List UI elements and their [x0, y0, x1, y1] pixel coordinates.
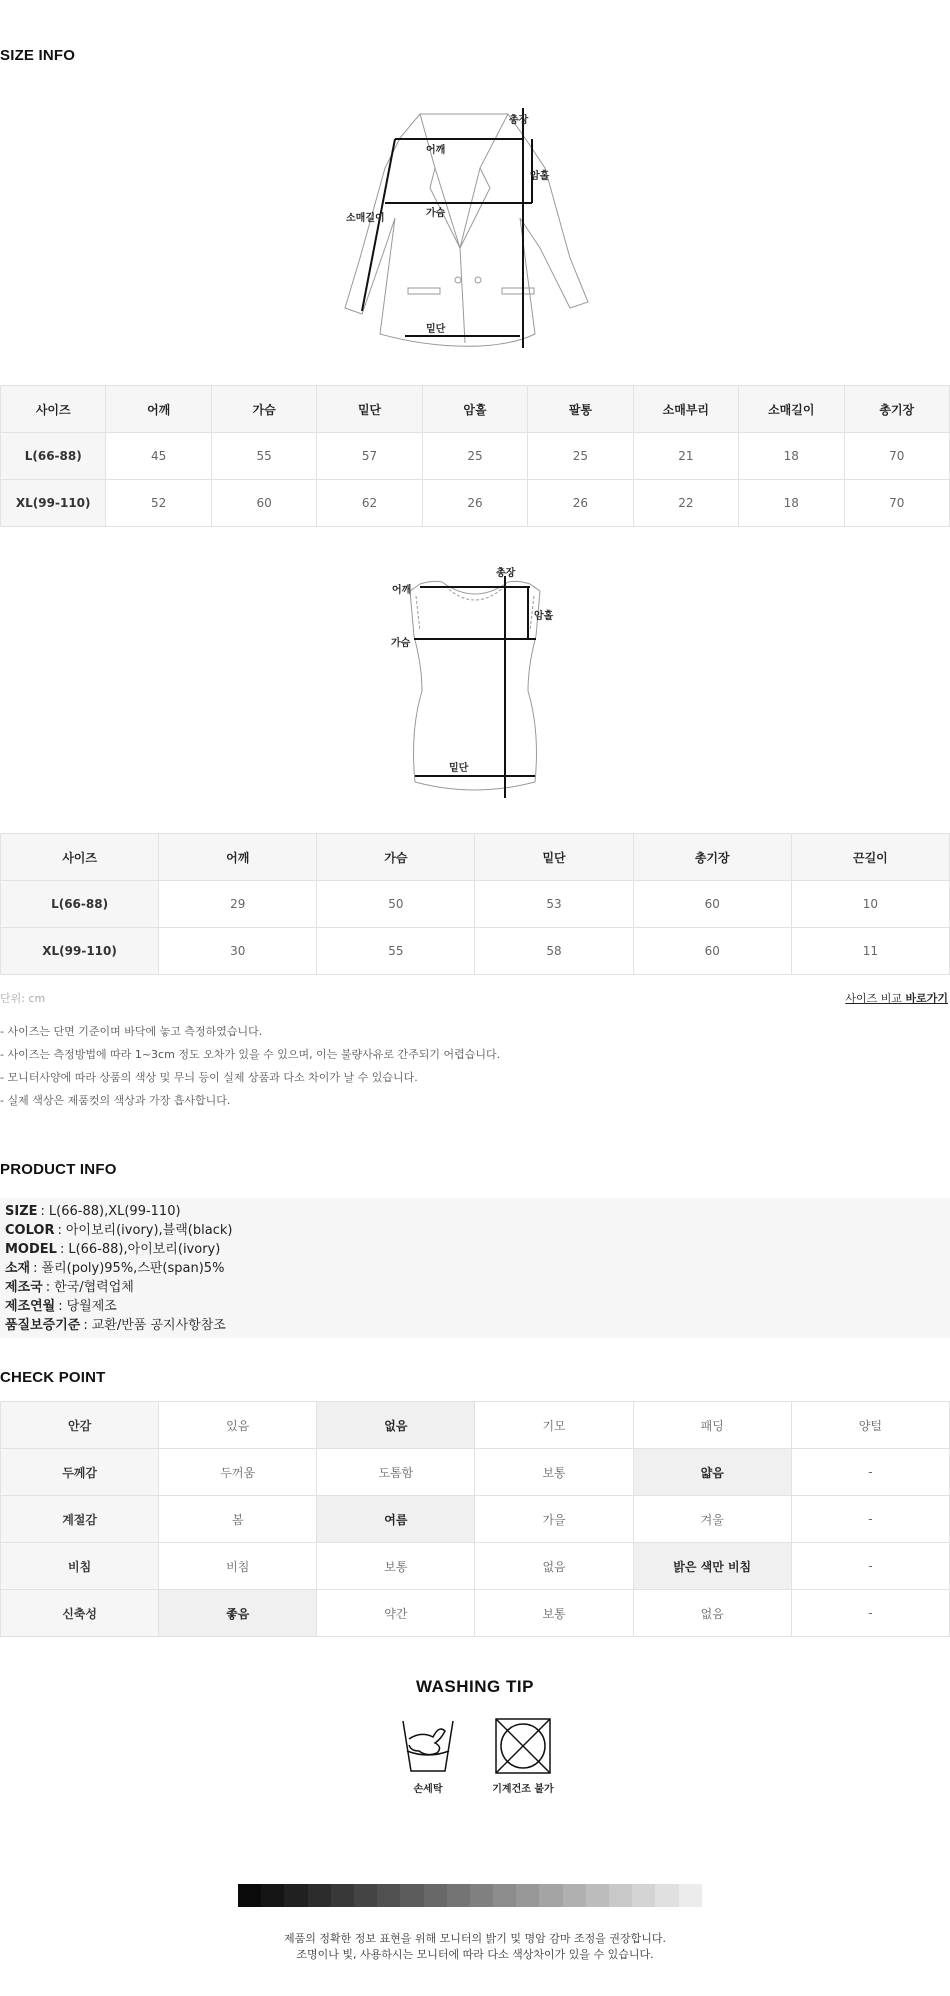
table-header-cell: 끈길이 [791, 834, 949, 881]
check-option: 도톰함 [317, 1449, 475, 1496]
table-row [1, 433, 950, 480]
table-cell: 58 [475, 928, 633, 975]
table-cell: 60 [211, 480, 316, 527]
note-item: - 사이즈는 측정방법에 따라 1~3cm 정도 오차가 있을 수 있으며, 이는 불량사유로 간주되기 어렵습니다. [0, 1048, 501, 1061]
check-option: 봄 [159, 1496, 317, 1543]
gray-swatch [655, 1884, 678, 1907]
table-header-cell: 총기장 [633, 834, 791, 881]
jacket-label-armhole: 암홀 [530, 171, 550, 182]
table-cell: L(66-88) [1, 433, 106, 480]
check-option: 겨울 [633, 1496, 791, 1543]
table-header-cell: 가슴 [317, 834, 475, 881]
table-row [1, 881, 950, 928]
table-header-cell: 어깨 [106, 386, 211, 433]
dress-size-table [0, 833, 950, 975]
table-cell: 18 [739, 433, 844, 480]
gray-swatch [563, 1884, 586, 1907]
table-row [1, 480, 950, 527]
product-info-row: MODEL : L(66-88),아이보리(ivory) [5, 1242, 221, 1257]
check-option: 보통 [475, 1590, 633, 1637]
check-option: 약간 [317, 1590, 475, 1637]
check-option: 여름 [317, 1496, 475, 1543]
gray-swatch [447, 1884, 470, 1907]
jacket-size-table [0, 385, 950, 527]
check-label: 안감 [1, 1402, 159, 1449]
check-option: 양털 [791, 1402, 949, 1449]
footer-line-1: 제품의 정확한 정보 표현을 위해 모니터의 밝기 및 명암 감마 조정을 권장합니다. [284, 1932, 666, 1945]
check-option: 보통 [317, 1543, 475, 1590]
info-value: 아이보리(ivory),블랙(black) [65, 1223, 233, 1238]
table-cell: 11 [791, 928, 949, 975]
table-cell: 62 [317, 480, 422, 527]
jacket-label-sleeve: 소매길이 [346, 213, 385, 224]
check-option: 얇음 [633, 1449, 791, 1496]
table-header-cell: 가슴 [211, 386, 316, 433]
table-header-cell: 암홀 [422, 386, 527, 433]
table-cell: 70 [844, 480, 950, 527]
gray-swatch [308, 1884, 331, 1907]
check-label: 신축성 [1, 1590, 159, 1637]
table-cell: 10 [791, 881, 949, 928]
footer-line-2: 조명이나 빛, 사용하시는 모니터에 따라 다소 색상차이가 있을 수 있습니다. [296, 1948, 654, 1961]
jacket-label-shoulder: 어깨 [426, 145, 446, 156]
table-cell: 60 [633, 881, 791, 928]
table-cell: XL(99-110) [1, 480, 106, 527]
table-header-cell: 소매부리 [633, 386, 738, 433]
no-tumble-dry-label: 기계건조 불가 [492, 1784, 554, 1795]
gray-swatch [261, 1884, 284, 1907]
grayscale-calibration-strip [238, 1884, 702, 1907]
info-key: 제조연월 [5, 1299, 56, 1314]
table-cell: 70 [844, 433, 950, 480]
table-header-cell: 팔통 [528, 386, 633, 433]
check-label: 두께감 [1, 1449, 159, 1496]
size-notes [0, 1020, 500, 1112]
check-option: 밝은 색만 비침 [633, 1543, 791, 1590]
gray-swatch [539, 1884, 562, 1907]
product-info-row: 품질보증기준 : 교환/반품 공지사항참조 [5, 1318, 226, 1333]
gray-swatch [609, 1884, 632, 1907]
table-cell: 53 [475, 881, 633, 928]
dress-label-chest: 가슴 [391, 638, 411, 649]
table-cell: 26 [422, 480, 527, 527]
check-option: - [791, 1590, 949, 1637]
table-row [1, 1543, 950, 1590]
table-cell: 30 [159, 928, 317, 975]
table-row [1, 1402, 950, 1449]
table-cell: 18 [739, 480, 844, 527]
note-item: - 사이즈는 단면 기준이며 바닥에 놓고 측정하였습니다. [0, 1025, 263, 1038]
dress-label-hem: 밑단 [449, 763, 469, 774]
gray-swatch [238, 1884, 261, 1907]
check-option: - [791, 1449, 949, 1496]
product-info-box [0, 1198, 950, 1338]
info-value: L(66-88),아이보리(ivory) [68, 1242, 221, 1257]
gray-swatch [331, 1884, 354, 1907]
product-info-row: COLOR : 아이보리(ivory),블랙(black) [5, 1223, 233, 1238]
info-value: 당월제조 [66, 1299, 117, 1314]
table-header-cell: 소매길이 [739, 386, 844, 433]
table-header-row [1, 834, 950, 881]
jacket-label-total: 총장 [509, 115, 529, 126]
size-compare-go: 바로가기 [905, 992, 948, 1005]
gray-swatch [377, 1884, 400, 1907]
table-cell: 55 [317, 928, 475, 975]
note-item: - 실제 색상은 제품컷의 색상과 가장 흡사합니다. [0, 1094, 231, 1107]
check-option: 가을 [475, 1496, 633, 1543]
dress-label-shoulder: 어깨 [392, 585, 412, 596]
unit-label: 단위: cm [0, 992, 46, 1005]
check-option: 두꺼움 [159, 1449, 317, 1496]
table-cell: 21 [633, 433, 738, 480]
jacket-label-chest: 가슴 [426, 208, 446, 219]
table-cell: 26 [528, 480, 633, 527]
table-header-cell: 총기장 [844, 386, 950, 433]
check-option: - [791, 1496, 949, 1543]
size-compare-prefix: 사이즈 비교 [845, 992, 906, 1005]
table-cell: L(66-88) [1, 881, 159, 928]
check-option: 좋음 [159, 1590, 317, 1637]
check-label: 비침 [1, 1543, 159, 1590]
table-cell: 25 [528, 433, 633, 480]
dress-diagram [400, 566, 550, 806]
info-value: 교환/반품 공지사항참조 [91, 1318, 226, 1333]
info-key: 품질보증기준 [5, 1318, 81, 1333]
gray-swatch [470, 1884, 493, 1907]
gray-swatch [516, 1884, 539, 1907]
table-cell: 45 [106, 433, 211, 480]
size-compare-link[interactable] [845, 990, 948, 1006]
table-header-cell: 밑단 [317, 386, 422, 433]
info-value: 폴리(poly)95%,스판(span)5% [41, 1261, 225, 1276]
product-info-row: 소재 : 폴리(poly)95%,스판(span)5% [5, 1261, 225, 1276]
table-cell: 22 [633, 480, 738, 527]
table-row [1, 1449, 950, 1496]
check-option: 없음 [317, 1402, 475, 1449]
size-info-title: SIZE INFO [0, 47, 76, 64]
gray-swatch [424, 1884, 447, 1907]
gray-swatch [400, 1884, 423, 1907]
check-option: 기모 [475, 1402, 633, 1449]
check-label: 계절감 [1, 1496, 159, 1543]
check-option: 보통 [475, 1449, 633, 1496]
dress-label-total: 총장 [496, 568, 516, 579]
info-value: L(66-88),XL(99-110) [48, 1204, 181, 1219]
check-option: 패딩 [633, 1402, 791, 1449]
table-row [1, 1590, 950, 1637]
gray-swatch [354, 1884, 377, 1907]
check-point-table [0, 1401, 950, 1637]
note-item: - 모니터사양에 따라 상품의 색상 및 무늬 등이 실제 상품과 다소 차이가 날 수 있습니다. [0, 1071, 418, 1084]
hand-wash-label: 손세탁 [413, 1784, 443, 1795]
info-key: MODEL [5, 1242, 57, 1257]
table-cell: 55 [211, 433, 316, 480]
table-header-cell: 사이즈 [1, 386, 106, 433]
table-cell: 52 [106, 480, 211, 527]
info-value: 한국/협력업체 [54, 1280, 134, 1295]
table-row [1, 928, 950, 975]
table-cell: 60 [633, 928, 791, 975]
info-key: 소재 [5, 1261, 31, 1276]
product-info-row: 제조연월 : 당월제조 [5, 1299, 117, 1314]
gray-swatch [632, 1884, 655, 1907]
table-cell: 57 [317, 433, 422, 480]
table-header-cell: 밑단 [475, 834, 633, 881]
check-option: - [791, 1543, 949, 1590]
no-tumble-dry-icon [494, 1717, 552, 1775]
product-info-title: PRODUCT INFO [0, 1161, 117, 1178]
info-key: COLOR [5, 1223, 55, 1238]
table-row [1, 1496, 950, 1543]
info-key: 제조국 [5, 1280, 43, 1295]
jacket-label-hem: 밑단 [426, 324, 446, 335]
table-cell: 25 [422, 433, 527, 480]
check-option: 없음 [633, 1590, 791, 1637]
check-option: 없음 [475, 1543, 633, 1590]
check-point-title: CHECK POINT [0, 1369, 106, 1386]
table-cell: XL(99-110) [1, 928, 159, 975]
check-option: 있음 [159, 1402, 317, 1449]
washing-tip-title: WASHING TIP [416, 1677, 534, 1696]
info-key: SIZE [5, 1204, 38, 1219]
gray-swatch [284, 1884, 307, 1907]
jacket-diagram [340, 108, 600, 358]
product-info-row: SIZE : L(66-88),XL(99-110) [5, 1204, 181, 1219]
table-header-cell: 사이즈 [1, 834, 159, 881]
dress-label-armhole: 암홀 [534, 611, 554, 622]
gray-swatch [679, 1884, 702, 1907]
check-option: 비침 [159, 1543, 317, 1590]
product-info-row: 제조국 : 한국/협력업체 [5, 1280, 134, 1295]
table-header-row [1, 386, 950, 433]
gray-swatch [586, 1884, 609, 1907]
table-cell: 50 [317, 881, 475, 928]
gray-swatch [493, 1884, 516, 1907]
table-header-cell: 어깨 [159, 834, 317, 881]
table-cell: 29 [159, 881, 317, 928]
hand-wash-icon [401, 1717, 455, 1775]
